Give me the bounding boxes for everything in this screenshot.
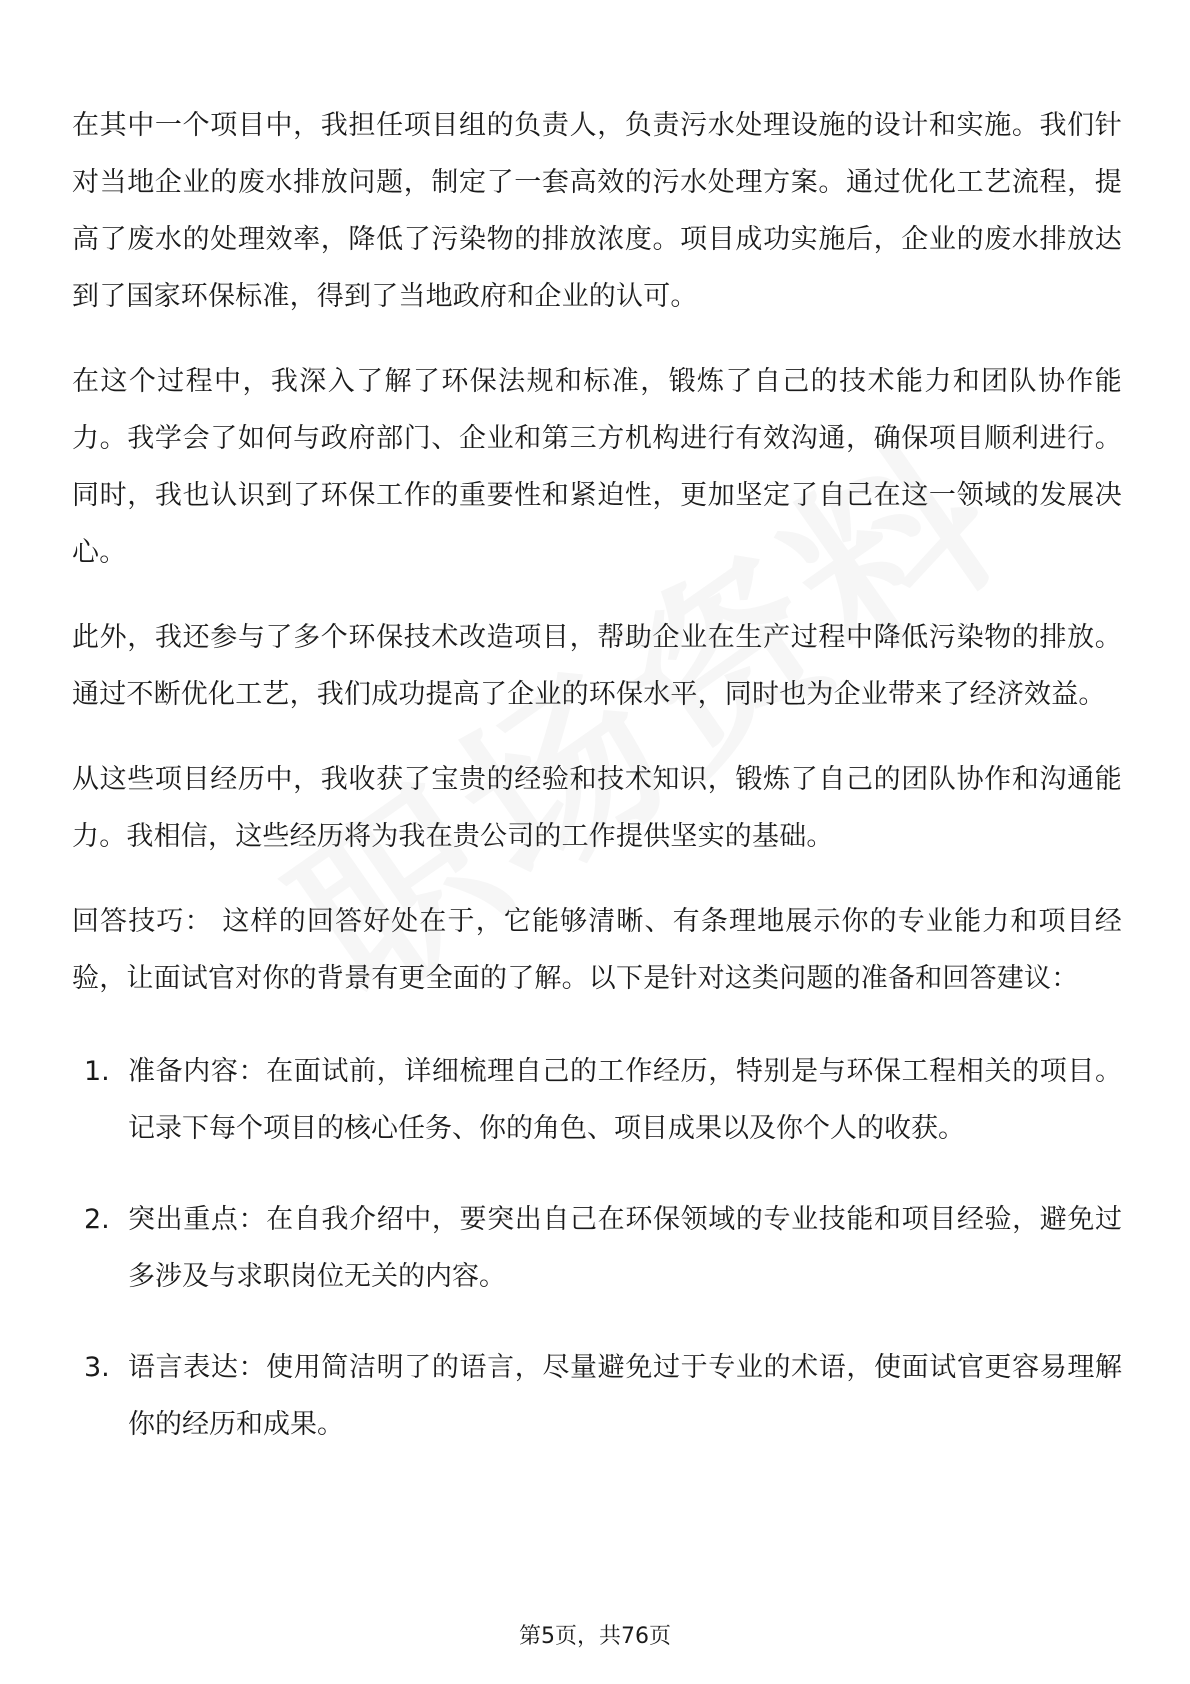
list-item [72, 1191, 1122, 1305]
page-content [72, 97, 1122, 1487]
list-item-text: 语言表达：使用简洁明了的语言，尽量避免过于专业的术语，使面试官更容易理解你的经历和成果。 [128, 1352, 1122, 1440]
paragraph: 此外，我还参与了多个环保技术改造项目，帮助企业在生产过程中降低污染物的排放。通过不断优化工艺，我们成功提高了企业的环保水平，同时也为企业带来了经济效益。 [72, 622, 1122, 710]
list-number: 1. [84, 1056, 110, 1087]
paragraph: 回答技巧： 这样的回答好处在于，它能够清晰、有条理地展示你的专业能力和项目经验，让面试官对你的背景有更全面的了解。以下是针对这类问题的准备和回答建议： [72, 906, 1122, 994]
list-item-text: 准备内容：在面试前，详细梳理自己的工作经历，特别是与环保工程相关的项目。记录下每个项目的核心任务、你的角色、项目成果以及你个人的收获。 [128, 1056, 1122, 1144]
page-footer: 第5页，共76页 [519, 1624, 671, 1649]
list-number: 2. [84, 1204, 110, 1235]
tips-list [72, 1043, 1122, 1453]
list-item-text: 突出重点：在自我介绍中，要突出自己在环保领域的专业技能和项目经验，避免过多涉及与求职岗位无关的内容。 [128, 1204, 1122, 1292]
paragraph: 在其中一个项目中，我担任项目组的负责人，负责污水处理设施的设计和实施。我们针对当地企业的废水排放问题，制定了一套高效的污水处理方案。通过优化工艺流程，提高了废水的处理效率，降低了污染物的排放浓度。项目成功实施后，企业的废水排放达到了国家环保标准，得到了当地政府和企业的认可。 [72, 110, 1122, 312]
list-item [72, 1043, 1122, 1157]
list-number: 3. [84, 1352, 110, 1383]
paragraph: 在这个过程中，我深入了解了环保法规和标准，锻炼了自己的技术能力和团队协作能力。我学会了如何与政府部门、企业和第三方机构进行有效沟通，确保项目顺利进行。同时，我也认识到了环保工作的重要性和紧迫性，更加坚定了自己在这一领域的发展决心。 [72, 366, 1122, 568]
paragraph: 从这些项目经历中，我收获了宝贵的经验和技术知识，锻炼了自己的团队协作和沟通能力。我相信，这些经历将为我在贵公司的工作提供坚实的基础。 [72, 764, 1122, 852]
list-item [72, 1339, 1122, 1453]
